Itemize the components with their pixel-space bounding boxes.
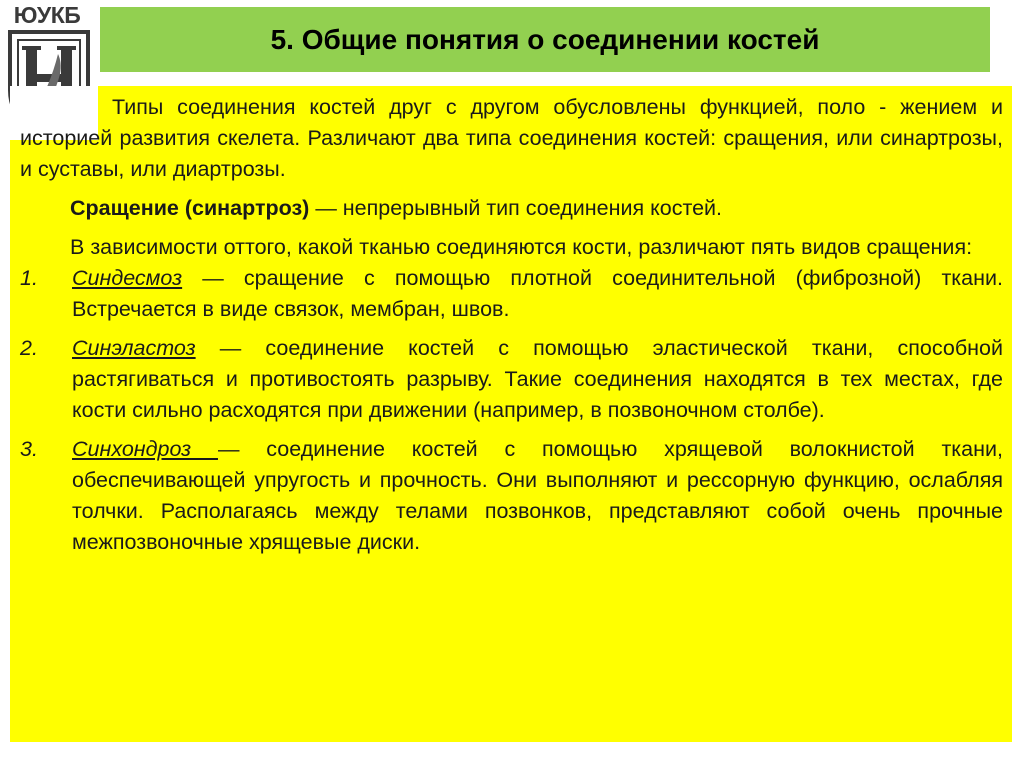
intro-paragraph: Типы соединения костей друг с другом обусловлены функцией, поло - жением и историей развития скелета. Различают два типа соединения костей: сращения, или синартрозы, и суставы, или диартрозы.	[20, 95, 1003, 181]
list-item-number: 3.	[20, 437, 38, 461]
title-bar	[100, 7, 990, 72]
list-item-term: Синэластоз	[72, 336, 196, 360]
list-item	[20, 434, 1003, 558]
list-item-term: Синдесмоз	[72, 266, 183, 290]
list-item-text: — соединение костей с помощью хрящевой волокнистой ткани, обеспечивающей упругость и прочность. Они выполняют и рессорную функцию, ослабляя толчки. Располагаясь между телами позвонков, представляют собой очень прочные межпозвоночные хрящевые диски.	[72, 437, 1003, 554]
list-item-term: Синхондроз	[72, 437, 218, 461]
list-item	[20, 333, 1003, 426]
kinds-intro-paragraph: В зависимости оттого, какой тканью соединяются кости, различают пять видов сращения:	[70, 235, 973, 259]
list-item-text: — сращение с помощью плотной соединительной (фиброзной) ткани. Встречается в виде связок, мембран, швов.	[72, 266, 1003, 321]
body-text	[20, 92, 1003, 566]
list-item	[20, 263, 1003, 325]
definition-text: — непрерывный тип соединения костей.	[309, 196, 723, 220]
page-title: 5. Общие понятия о соединении костей	[270, 23, 820, 55]
list-item-number: 2.	[20, 336, 38, 360]
list-item-text: — соединение костей с помощью эластической ткани, способной растягиваться и противостоять разрыву. Такие соединения находятся в тех местах, где кости сильно расходятся при движении (например, в позвоночном столбе).	[72, 336, 1003, 422]
logo-text: ЮУКБ	[13, 2, 81, 28]
list-item-number: 1.	[20, 266, 38, 290]
kinds-list	[20, 263, 1003, 558]
definition-paragraph	[20, 193, 1003, 224]
definition-term: Сращение (синартроз)	[70, 196, 310, 220]
